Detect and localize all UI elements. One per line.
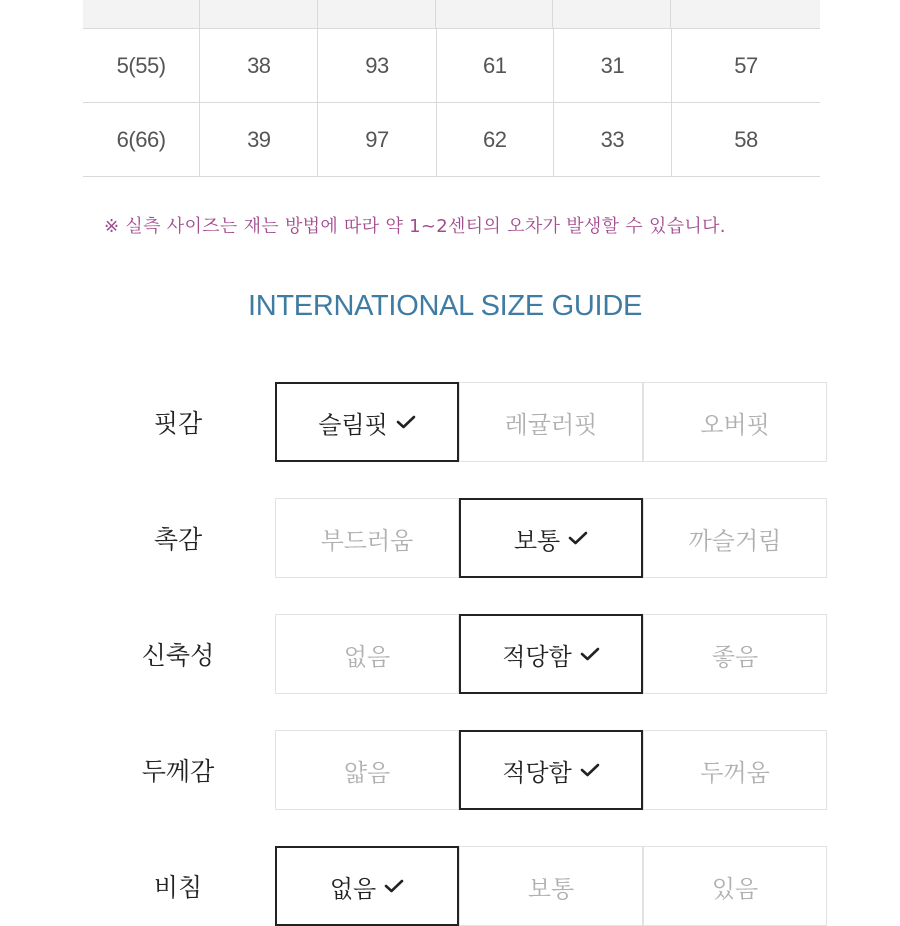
- option: [643, 498, 827, 578]
- option: [459, 382, 643, 462]
- fit-row-label: 촉감: [153, 525, 203, 554]
- option: [643, 846, 827, 926]
- option: [275, 730, 459, 810]
- option: [275, 498, 459, 578]
- fit-row-thickness: [0, 730, 900, 810]
- option-label: 얇음: [343, 758, 391, 787]
- option-label: 좋음: [711, 642, 759, 671]
- size-cell: 5(55): [83, 29, 200, 102]
- option-label: 부드러움: [320, 526, 414, 555]
- fit-row-label: 신축성: [141, 641, 215, 670]
- option: [643, 614, 827, 694]
- fit-row-sheerness: [0, 846, 900, 926]
- option-label: 오버핏: [700, 410, 770, 439]
- size-cell: 6(66): [83, 103, 200, 176]
- measurement-note: ※ 실측 사이즈는 재는 방법에 따라 약 1~2센티의 오차가 발생할 수 있습니다.: [104, 216, 726, 237]
- option-selected: [275, 382, 459, 462]
- option: [275, 614, 459, 694]
- fit-row-label: 핏감: [153, 409, 203, 438]
- value-cell: 61: [437, 29, 554, 102]
- value-cell: 31: [554, 29, 672, 102]
- value-cell: 33: [554, 103, 672, 176]
- option: [459, 846, 643, 926]
- check-icon: [580, 763, 600, 777]
- option-label: 적당함: [502, 758, 572, 787]
- guide-title: INTERNATIONAL SIZE GUIDE: [247, 290, 642, 322]
- option-label: 레귤러핏: [504, 410, 598, 439]
- option: [643, 382, 827, 462]
- option-label: 없음: [329, 874, 377, 903]
- check-icon: [580, 647, 600, 661]
- option-label: 슬림핏: [318, 410, 388, 439]
- option: [643, 730, 827, 810]
- option-label: 보통: [527, 874, 575, 903]
- value-cell: 39: [200, 103, 318, 176]
- value-cell: 38: [200, 29, 318, 102]
- value-cell: 97: [318, 103, 436, 176]
- value-cell: 57: [734, 52, 758, 78]
- option-label: 적당함: [502, 642, 572, 671]
- fit-row-label: 두께감: [141, 757, 215, 786]
- option-selected: [459, 498, 643, 578]
- value-cell: 58: [734, 126, 758, 152]
- option-selected: [459, 730, 643, 810]
- option-label: 없음: [343, 642, 391, 671]
- fit-row-label: 비침: [153, 873, 203, 902]
- fit-row-texture: [0, 498, 900, 578]
- option-selected: [275, 846, 459, 926]
- fit-row-fit: [0, 382, 900, 462]
- option-label: 두꺼움: [700, 758, 770, 787]
- fit-row-stretch: [0, 614, 900, 694]
- option-label: 보통: [513, 526, 561, 555]
- check-icon: [396, 415, 416, 429]
- check-icon: [568, 531, 588, 545]
- value-cell: 93: [318, 29, 436, 102]
- check-icon: [384, 879, 404, 893]
- value-cell: 62: [437, 103, 554, 176]
- option-label: 까슬거림: [688, 526, 782, 555]
- option-label: 있음: [711, 874, 759, 903]
- option-selected: [459, 614, 643, 694]
